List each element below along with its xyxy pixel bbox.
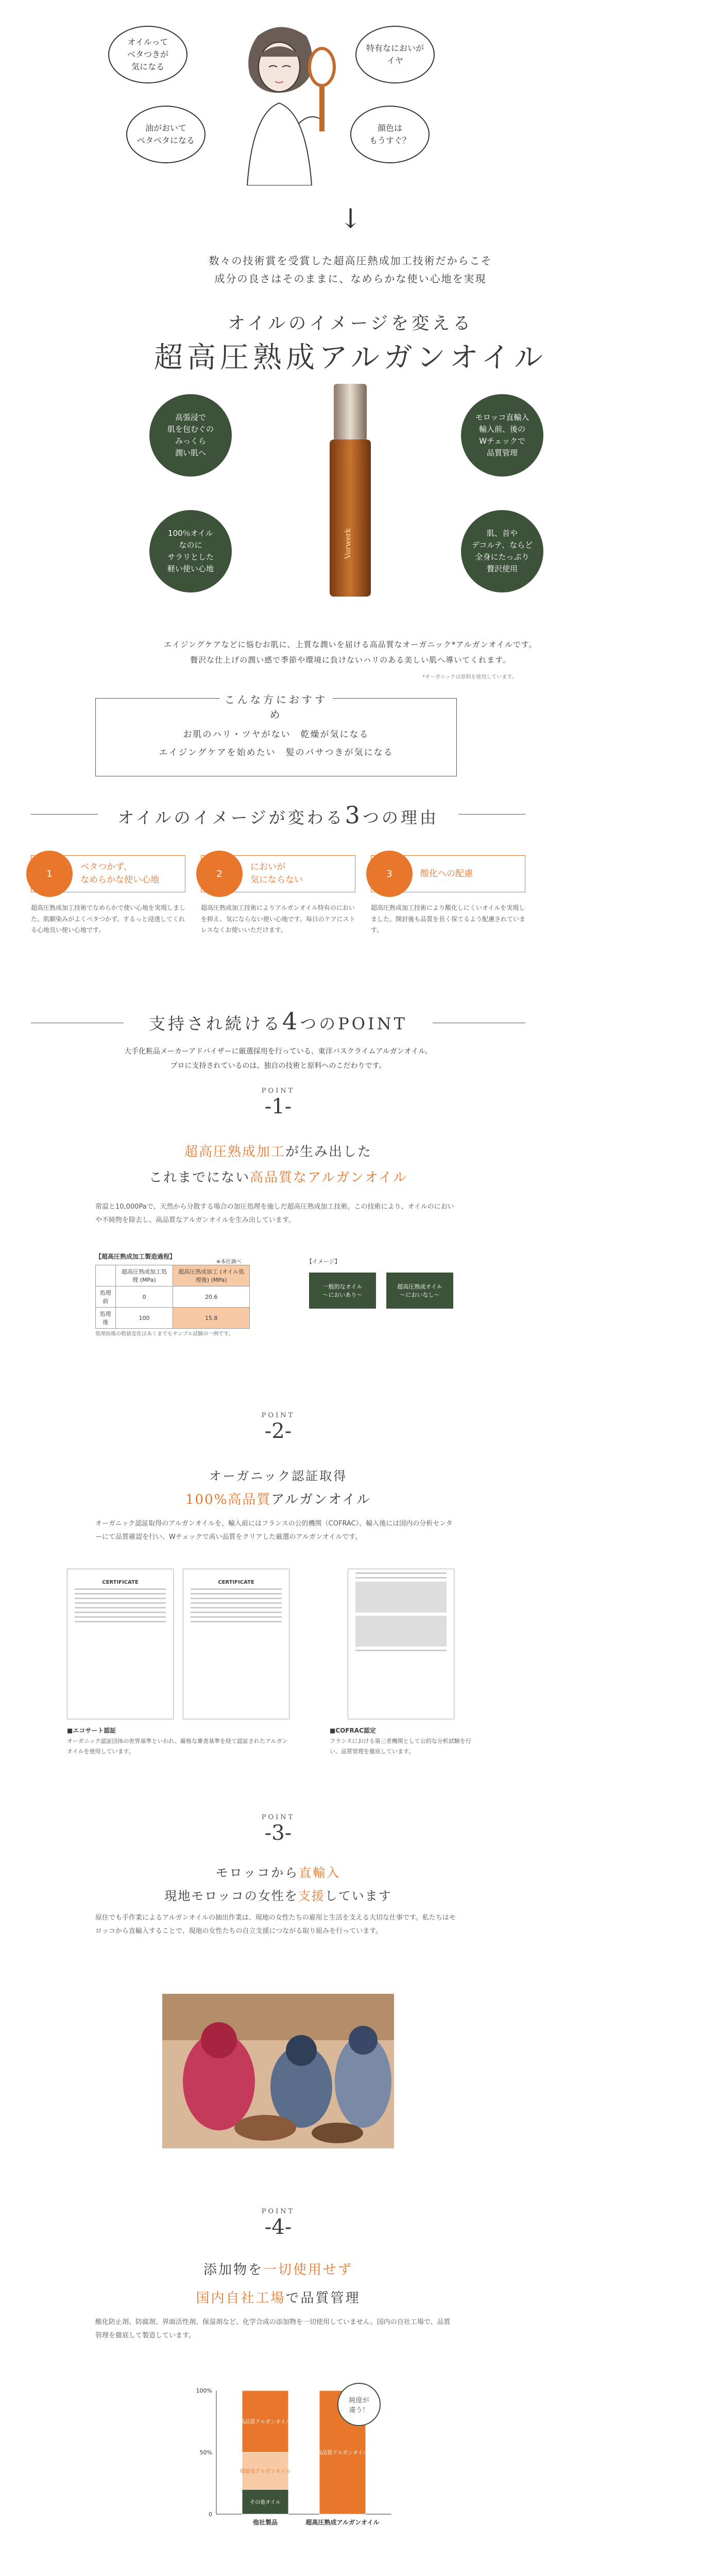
point-1-heading-2: これまでにない高品質なアルガンオイル <box>149 1170 407 1185</box>
speech-bubble-4: 顔色は もうすぐ？ <box>350 106 430 163</box>
point-1-heading-1: 超高圧熟成加工が生み出した <box>184 1144 372 1160</box>
point-1-table: 超高圧熟成加工処理 (MPa) 超高圧熟成加工 (オイル処理後) (MPa) 処理前 0 20.6 処理後 100 15.8 <box>95 1265 250 1329</box>
recommend-title: こんな方におすすめ <box>219 691 333 721</box>
point-4-body: 酸化防止剤、防腐剤、界面活性剤、保湿剤など、化学合成の添加物を一切使用していません。国内の自社工場で、品質管理を徹底して製造しています。 <box>95 2318 451 2340</box>
divider-left <box>31 814 98 815</box>
points-intro-2: プロに支持されているのは、独自の技術と原料へのこだわりです。 <box>170 1062 386 1070</box>
certificate-image-2: CERTIFICATE <box>183 1569 289 1719</box>
recommend-item-1: お肌のハリ・ツヤがない 乾燥が気になる <box>183 730 369 740</box>
point-2-heading-1: オーガニック認証取得 <box>209 1469 348 1483</box>
point-3-heading-1: モロッコから直輸入 <box>215 1866 341 1880</box>
recommend-box <box>95 693 457 776</box>
chart-bar-label: 高品質アルガンオイル <box>317 2450 368 2456</box>
lead-text-2: 成分の良さはそのままに、なめらかな使い心地を実現 <box>214 273 487 285</box>
lead-text-1: 数々の技術賞を受賞した超高圧熱成加工技術だからこそ <box>209 255 492 267</box>
hero-title: 超高圧熟成アルガンオイル <box>154 341 547 375</box>
point-1-image-right: 超高圧熟成オイル 〜においなし〜 <box>386 1273 453 1309</box>
chart-bar-label: その他オイル <box>250 2500 281 2505</box>
reason-heading-2: においが 気にならない <box>250 862 303 885</box>
chart-category-label: 超高圧熟成アルガンオイル <box>305 2519 380 2526</box>
recommend-item-2: エイジングケアを始めたい 髪のパサつきが気になる <box>159 748 394 758</box>
point-2-body: オーガニック認証取得のアルガンオイルを、輸入前にはフランスの公的機関（COFRAC）、輸入後には国内の分析センターにて品質確認を行い、Wチェックで高い品質をクリアした厳選のアルガンオイルです。 <box>95 1520 453 1541</box>
cert-caption-1: オーガニック認証団体の世界基準といわれ、厳格な審査基準を経て認証されたアルガンオイルを使用しています。 <box>67 1738 288 1755</box>
point-1-number: -1- <box>264 1095 292 1118</box>
point-4-label: POINT <box>261 2208 295 2215</box>
point-1-table-unit: ※本社調べ <box>216 1259 242 1265</box>
points-title: 支持され続ける4つのPOINT <box>148 1007 408 1035</box>
point-4-number: -4- <box>264 2215 292 2239</box>
cert-caption-1-title: ■エコサート認証 <box>67 1727 116 1734</box>
hero-note: *オーガニックは原料を使用しています。 <box>422 674 517 680</box>
reason-body-1: 超高圧熟成加工技術でなめらかで使い心地を実現しました。肌馴染みがよくベタつかず、するっと浸透してくれる心地良い使い心地です。 <box>31 904 186 934</box>
point-3-body: 原住でも手作業によるアルガンオイルの抽出作業は、現地の女性たちの雇用と生活を支える大切な仕事です。私たちはモロッコから直輸入することで、現地の女性たちの自立支援につながる取り組みを行っています。 <box>95 1914 456 1935</box>
feature-circle-3: 100％オイル なのに サラリとした 軽い使い心地 <box>149 510 232 592</box>
chart-y-tick-label: 50% <box>199 2449 212 2456</box>
chart-y-tick-label: 100% <box>196 2387 212 2394</box>
point-3-label: POINT <box>261 1814 295 1821</box>
reason-heading-3: 酸化への配慮 <box>420 868 473 879</box>
reason-body-2: 超高圧熟成加工技術によりアルガンオイル特有のにおいを抑え、気にならない使い心地です。毎日のケアにストレスなくお使いいただけます。 <box>201 904 355 934</box>
chart-bar-label: 増量用アルガンオイル <box>240 2469 291 2475</box>
point-1-image-label: 【イメージ】 <box>306 1258 340 1265</box>
reasons-title: オイルのイメージが変わる3つの理由 <box>117 801 439 829</box>
reason-card-2 <box>201 855 355 936</box>
point-4-heading-1: 添加物を一切使用せず <box>203 2262 353 2278</box>
divider-right <box>458 814 525 815</box>
cert-caption-2-title: ■COFRAC認定 <box>330 1727 376 1734</box>
cert-caption-2: フランスにおける第三者機関として公的な分析試験を行い、品質管理を徹底しています。 <box>330 1738 471 1755</box>
purity-bubble: 純度が 違う！ <box>337 2383 381 2426</box>
hero-description-2: 贅沢な仕上げの潤い感で季節や環境に負けないハリのある美しい肌へ導いてくれます。 <box>190 655 511 665</box>
svg-text:Vorwerk: Vorwerk <box>344 528 352 559</box>
point-1-note: 処理前後の数値変化はあくまでもサンプル試験の一例です。 <box>95 1331 234 1337</box>
down-arrow: ↓ <box>339 204 362 234</box>
speech-bubble-1: オイルって ベタつきが 気になる <box>108 26 187 83</box>
feature-circle-4: 肌、首や デコルテ、ならど 全身にたっぷり 贅沢使用 <box>461 510 543 592</box>
feature-circle-1: 高張浸で 肌を包むぐの みっくら 潤い肌へ <box>149 394 232 477</box>
moroccan-women-photo <box>162 1994 394 2148</box>
reason-card-3 <box>371 855 525 936</box>
certificate-image-1: CERTIFICATE <box>67 1569 174 1719</box>
speech-bubble-3: 油がおいて ベタベタになる <box>126 106 206 163</box>
chart-category-label: 他社製品 <box>252 2519 278 2526</box>
reason-body-3: 超高圧熟成加工技術により酸化しにくいオイルを実現しました。開封後も品質を長く保てるよう配慮されています。 <box>371 904 526 934</box>
reason-number-1: 1 <box>26 851 73 897</box>
reason-number-2: 2 <box>196 851 243 897</box>
product-bottle-image <box>314 384 386 600</box>
certificate-image-3 <box>348 1569 454 1719</box>
reason-number-3: 3 <box>366 851 413 897</box>
feature-circle-2: モロッコ直輸入 輸入前、後の Wチェックで 品質管理 <box>461 394 543 477</box>
chart-y-tick-label: 0 <box>209 2511 212 2518</box>
points-intro-1: 大手化粧品メーカーアドバイザーに厳選採用を行っている、東洋バスクライムアルガンオイル。 <box>124 1047 432 1056</box>
point-2-label: POINT <box>261 1412 295 1419</box>
point-2-number: -2- <box>264 1419 292 1443</box>
chart-bar-label: 高品質アルガンオイル <box>240 2419 291 2425</box>
reason-card-1 <box>31 855 185 936</box>
woman-illustration <box>221 15 340 185</box>
point-1-body: 常温と10,000Paで、天然から分散する場合の加圧処理を施しだ超高圧熟成加工技術。この技術により、オイルのにおいや不純物を除去し、高品質なアルガンオイルを生み出しています。 <box>95 1203 454 1224</box>
point-2-heading-2: 100%高品質アルガンオイル <box>185 1492 371 1507</box>
point-1-label: POINT <box>261 1087 295 1095</box>
hero-subtitle: オイルのイメージを変える <box>227 313 474 334</box>
point-3-heading-2: 現地モロッコの女性を支援しています <box>164 1889 392 1903</box>
point-1-image-left: 一般的なオイル 〜においあり〜 <box>309 1273 376 1309</box>
reason-heading-1: ベタつかず、 なめらかな使い心地 <box>80 862 159 885</box>
point-3-number: -3- <box>264 1821 292 1845</box>
hero-description-1: エイジングケアなどに悩むお肌に、上質な潤いを届ける高品質なオーガニック*アルガンオイルです。 <box>164 640 537 649</box>
point-4-heading-2: 国内自社工場で品質管理 <box>196 2291 361 2306</box>
speech-bubble-2: 特有なにおいが イヤ <box>355 26 435 83</box>
point-1-table-title: 【超高圧熟成加工製造過程】 <box>95 1253 176 1260</box>
